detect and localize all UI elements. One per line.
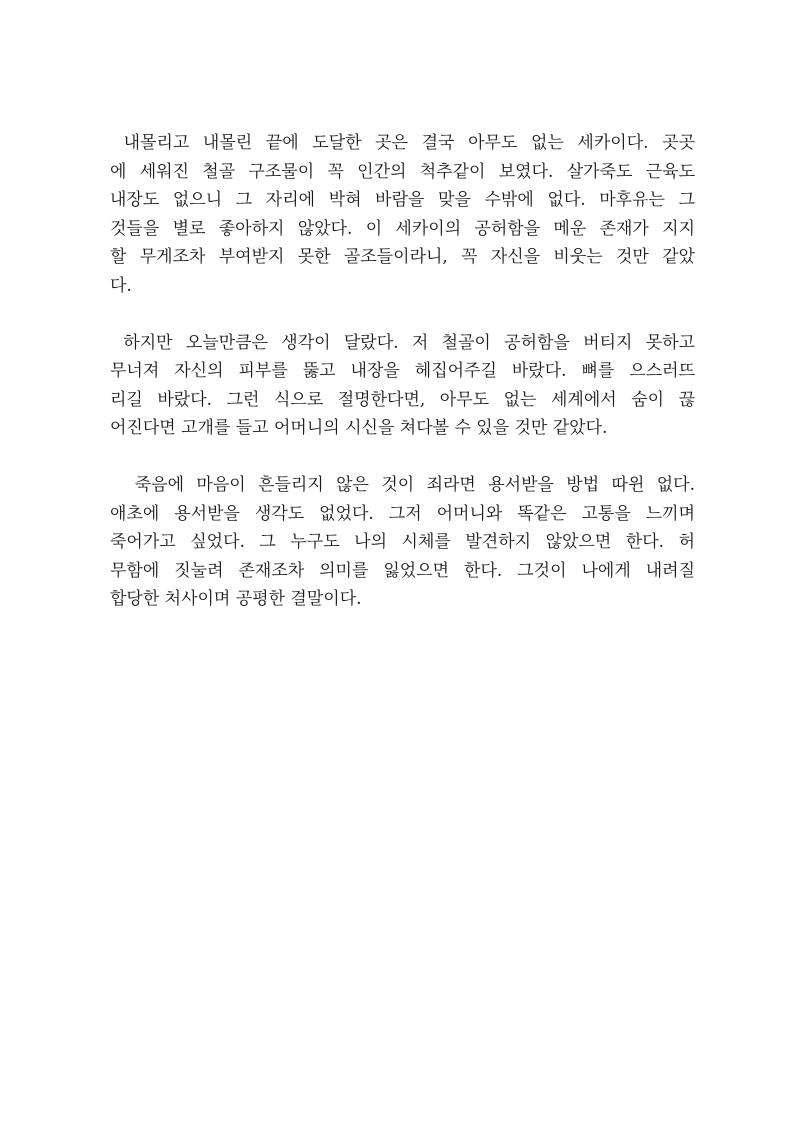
text-line: 합당한 처사이며 공평한 결말이다.	[110, 589, 362, 609]
text-line: 내몰리고 내몰린 끝에 도달한 곳은 결국 아무도 없는 세카이다. 곳곳	[110, 133, 695, 153]
text-line: 무함에 짓눌려 존재조차 의미를 잃었으면 한다. 그것이 나에게 내려질	[110, 560, 695, 581]
text-line: 다.	[110, 275, 132, 296]
text-line: 하지만 오늘만큼은 생각이 달랐다. 저 철골이 공허함을 버티지 못하고	[110, 332, 695, 353]
body-text	[110, 129, 695, 642]
text-line: 내장도 없으니 그 자리에 박혀 바람을 맞을 수밖에 없다. 마후유는 그	[110, 190, 695, 210]
text-line: 애초에 용서받을 생각도 없었다. 그저 어머니와 똑같은 고통을 느끼며	[110, 503, 695, 524]
paragraph-2	[110, 329, 695, 443]
text-line: 무너져 자신의 피부를 뚫고 내장을 헤집어주길 바랐다. 뼈를 으스러뜨	[110, 361, 695, 381]
paragraph-1	[110, 129, 695, 300]
text-line: 에 세워진 철골 구조물이 꼭 인간의 척추같이 보였다. 살가죽도 근육도	[110, 161, 695, 182]
text-line: 어진다면 고개를 들고 어머니의 시신을 쳐다볼 수 있을 것만 같았다.	[110, 418, 608, 438]
text-line: 죽어가고 싶었다. 그 누구도 나의 시체를 발견하지 않았으면 한다. 허	[110, 532, 695, 552]
text-line: 죽음에 마음이 흔들리지 않은 것이 죄라면 용서받을 방법 따윈 없다.	[110, 475, 695, 495]
text-line: 할 무게조차 부여받지 못한 골조들이라니, 꼭 자신을 비웃는 것만 같았	[110, 247, 695, 267]
text-line: 리길 바랐다. 그런 식으로 절명한다면, 아무도 없는 세계에서 숨이 끊	[110, 389, 695, 410]
text-line: 것들을 별로 좋아하지 않았다. 이 세카이의 공허함을 메운 존재가 지지	[110, 218, 695, 239]
paragraph-3	[110, 471, 695, 614]
